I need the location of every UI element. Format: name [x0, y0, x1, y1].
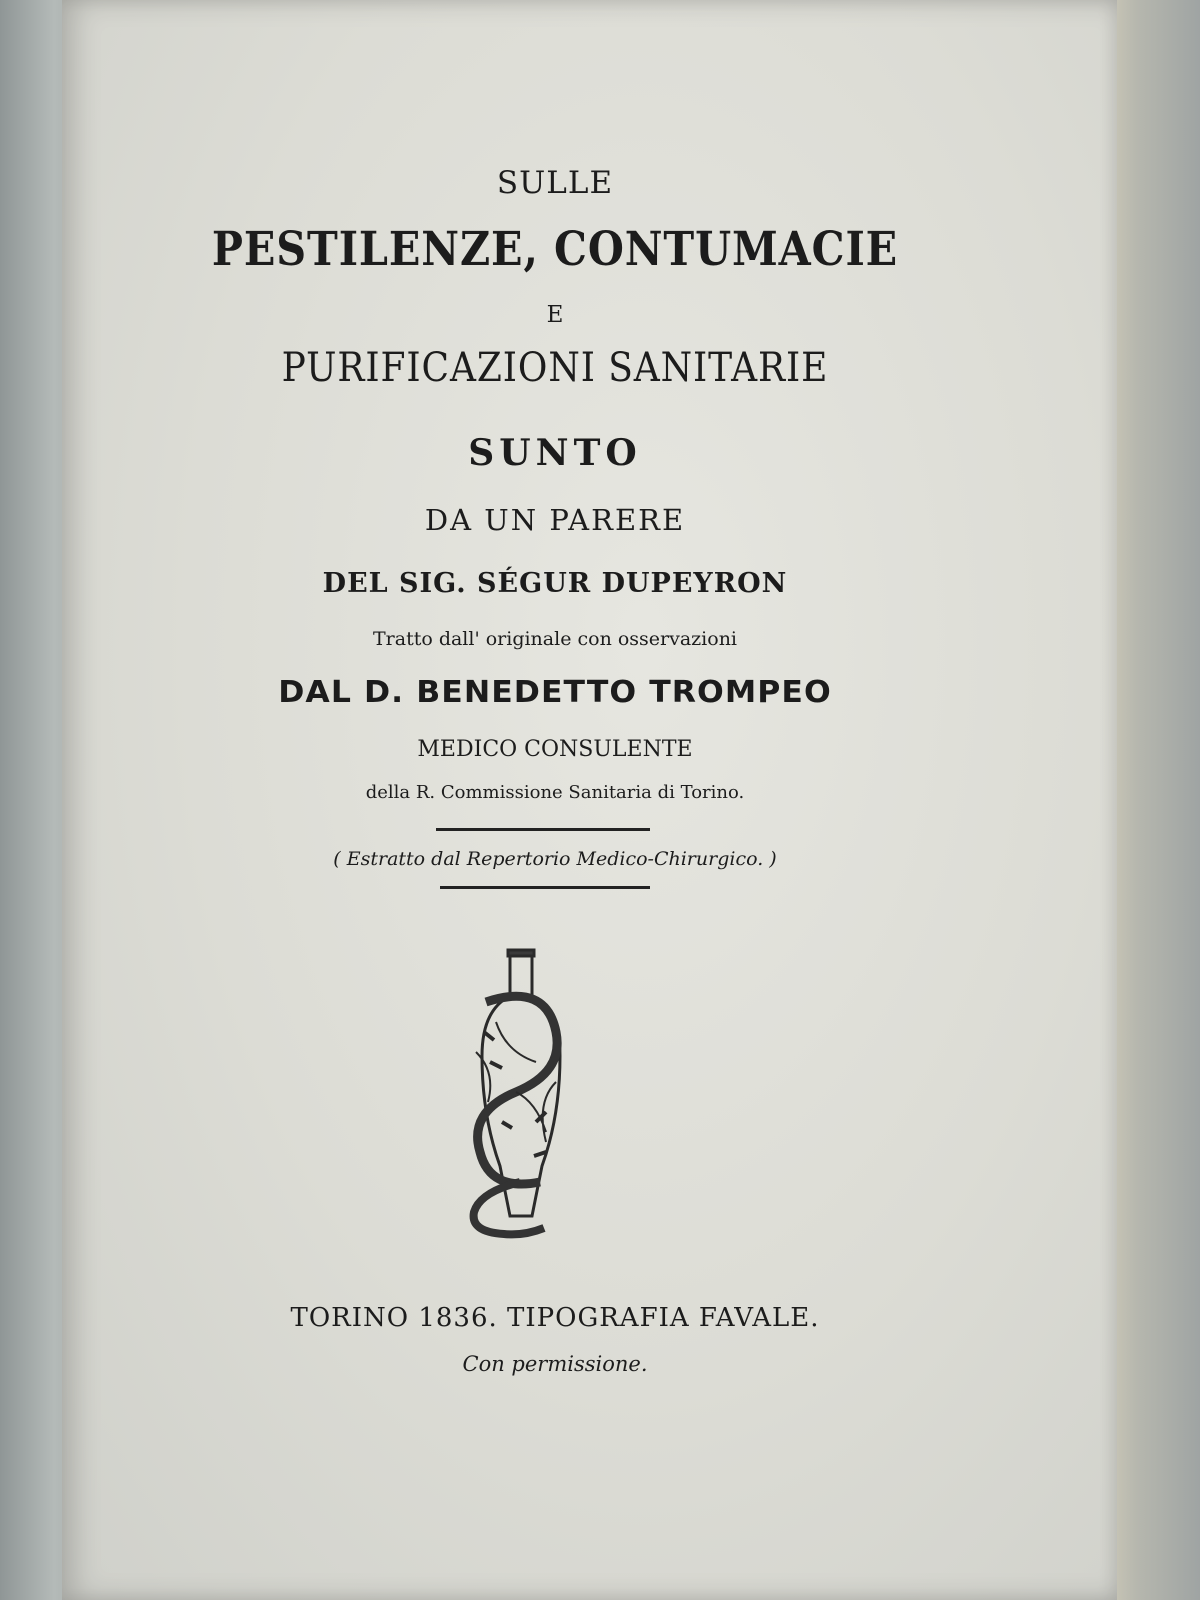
imprint: TORINO 1836. TIPOGRAFIA FAVALE. [290, 1303, 820, 1333]
title-line-pestilenze: PESTILENZE, CONTUMACIE [211, 222, 899, 277]
title-line-da-un-parere: DA UN PARERE [424, 503, 686, 537]
title-line-tratto: Tratto dall' originale con osservazioni [372, 628, 738, 650]
title-line-estratto: ( Estratto dal Repertorio Medico-Chirurgico. ) [333, 848, 777, 870]
title-line-e: E [546, 302, 564, 328]
title-line-sulle: SULLE [496, 165, 614, 201]
title-line-purificazioni: PURIFICAZIONI SANITARIE [281, 345, 829, 391]
title-line-segur-dupeyron: DEL SIG. SÉGUR DUPEYRON [322, 568, 788, 599]
serpent-vase-emblem-icon [446, 942, 596, 1242]
title-line-sunto: SUNTO [468, 432, 642, 474]
title-line-commissione: della R. Commissione Sanitaria di Torino. [365, 782, 745, 803]
title-line-trompeo: DAL D. BENEDETTO TROMPEO [278, 675, 832, 710]
permission-note: Con permissione. [462, 1352, 648, 1376]
right-page-edge [1110, 0, 1200, 1600]
rule-top [436, 828, 650, 831]
title-line-medico-consulente: MEDICO CONSULENTE [417, 737, 693, 762]
rule-bottom [440, 886, 650, 889]
